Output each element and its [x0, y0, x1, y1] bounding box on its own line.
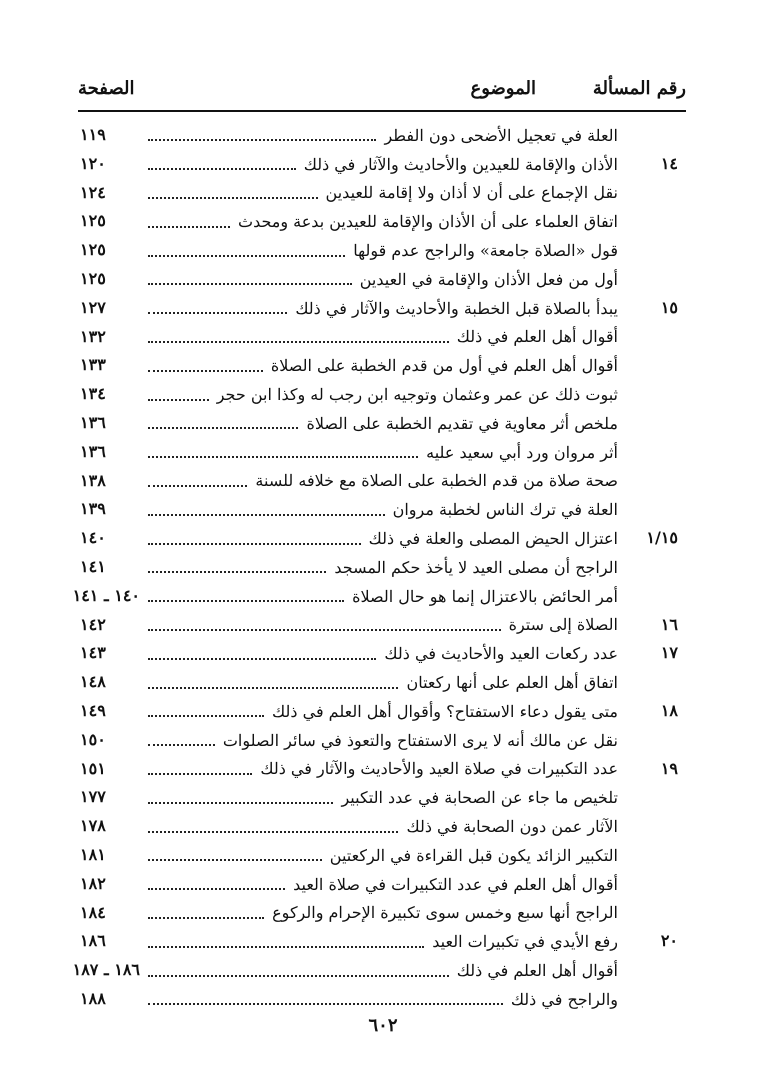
topic-cell — [140, 985, 618, 1014]
dot-leader — [148, 427, 298, 429]
topic-cell — [140, 323, 618, 352]
dot-leader — [148, 658, 376, 660]
topic-text: متى يقول دعاء الاستفتاح؟ وأقوال أهل العلم في ذلك — [272, 701, 618, 721]
topic-cell — [140, 783, 618, 812]
page-reference: ١٢٥ — [80, 211, 106, 231]
dot-leader — [148, 514, 385, 516]
dot-leader — [148, 485, 247, 487]
topic-text: العلة في ترك الناس لخطبة مروان — [392, 500, 618, 520]
dot-leader — [148, 543, 361, 545]
topic-cell — [140, 294, 618, 323]
issue-number: ١/١٥ — [646, 528, 678, 548]
page-reference: ١٨٦ ـ ١٨٧ — [72, 960, 140, 980]
topic-cell — [140, 726, 618, 755]
topic-cell — [140, 467, 618, 496]
dot-leader — [148, 399, 209, 401]
header-topic: الموضوع — [470, 78, 536, 99]
topic-cell — [140, 841, 618, 870]
dot-leader — [148, 831, 398, 833]
index-row — [78, 150, 686, 179]
index-row — [72, 956, 686, 985]
page-reference: ١١٩ — [80, 125, 106, 144]
topic-cell — [140, 265, 618, 294]
topic-text: رفع الأيدي في تكبيرات العيد — [432, 932, 618, 952]
index-row — [78, 121, 686, 150]
topic-cell — [140, 351, 618, 380]
index-row — [78, 870, 686, 899]
topic-text: التكبير الزائد يكون قبل القراءة في الركعتين — [329, 845, 618, 865]
index-row — [78, 755, 686, 784]
topic-text: والراجح في ذلك — [510, 989, 618, 1009]
topic-cell — [140, 179, 618, 208]
topic-text: اعتزال الحيض المصلى والعلة في ذلك — [368, 529, 618, 549]
dot-leader — [148, 600, 344, 602]
index-row — [78, 351, 686, 380]
index-row — [78, 323, 686, 352]
dot-leader — [148, 946, 424, 948]
page-reference: ١٣٣ — [80, 355, 106, 375]
topic-text: الراجح أن مصلى العيد لا يأخذ حكم المسجد — [334, 557, 618, 577]
topic-cell — [140, 524, 618, 553]
page-reference: ١٨٤ — [80, 902, 106, 922]
page-reference: ١٤٣ — [80, 643, 106, 663]
dot-leader — [148, 571, 326, 573]
topic-cell — [140, 668, 618, 697]
page-reference: ١٤٠ — [80, 528, 106, 548]
topic-text: أقوال أهل العلم في ذلك — [456, 327, 618, 347]
topic-text: ثبوت ذلك عن عمر وعثمان وتوجيه ابن رجب له وكذا ابن حجر — [216, 385, 618, 405]
index-row — [78, 985, 686, 1014]
topic-cell — [140, 639, 618, 668]
topic-cell — [140, 956, 618, 985]
page-reference: ١٣٦ — [80, 441, 106, 461]
dot-leader — [148, 283, 352, 285]
page-reference: ١٢٥ — [80, 240, 106, 260]
topic-text: اتفاق العلماء على أن الأذان والإقامة للعيدين بدعة ومحدث — [238, 212, 618, 232]
topic-text: نقل الإجماع على أن لا أذان ولا إقامة للعيدين — [325, 183, 618, 203]
topic-cell — [140, 870, 618, 899]
index-row — [78, 380, 686, 409]
topic-text: أمر الحائض بالاعتزال إنما هو حال الصلاة — [352, 586, 618, 606]
topic-cell — [140, 582, 618, 611]
issue-number: ١٩ — [660, 758, 678, 778]
topic-cell — [140, 553, 618, 582]
dot-leader — [148, 859, 322, 861]
topic-text: أقوال أهل العلم في عدد التكبيرات في صلاة العيد — [293, 874, 618, 894]
dot-leader — [148, 744, 215, 746]
dot-leader — [148, 168, 296, 170]
topic-cell — [140, 697, 618, 726]
dot-leader — [148, 975, 449, 977]
index-row — [78, 639, 686, 668]
dot-leader — [148, 370, 263, 372]
page-reference: ١٤٠ ـ ١٤١ — [72, 585, 140, 605]
dot-leader — [148, 456, 418, 458]
issue-number: ١٦ — [660, 614, 678, 634]
topic-cell — [140, 755, 618, 784]
topic-text: عدد التكبيرات في صلاة العيد والأحاديث والآثار في ذلك — [260, 759, 618, 779]
index-row — [78, 495, 686, 524]
topic-cell — [140, 236, 618, 265]
index-row — [78, 611, 686, 640]
dot-leader — [148, 802, 333, 804]
index-row — [78, 207, 686, 236]
topic-text: أثر مروان ورد أبي سعيد عليه — [426, 442, 618, 462]
dot-leader — [148, 629, 501, 631]
page-reference: ١٢٧ — [80, 297, 106, 317]
issue-number: ١٥ — [660, 297, 678, 317]
page-reference: ١٢٥ — [80, 268, 106, 288]
topic-text: قول «الصلاة جامعة» والراجح عدم قولها — [353, 241, 618, 261]
topic-cell — [140, 438, 618, 467]
index-row — [78, 783, 686, 812]
page-reference: ١٢٤ — [80, 182, 106, 202]
topic-cell — [140, 121, 618, 150]
topic-text: ملخص أثر معاوية في تقديم الخطبة على الصلاة — [306, 413, 618, 433]
index-row — [78, 294, 686, 323]
topic-text: صحة صلاة من قدم الخطبة على الصلاة مع خلافه للسنة — [255, 471, 618, 491]
index-row — [78, 697, 686, 726]
dot-leader — [148, 715, 264, 717]
page-reference: ١٥١ — [80, 758, 106, 778]
topic-text: العلة في تعجيل الأضحى دون الفطر — [384, 125, 618, 145]
issue-number: ١٤ — [660, 153, 678, 173]
index-table — [72, 121, 686, 1014]
page-reference: ١٨٢ — [80, 873, 106, 893]
dot-leader — [148, 312, 287, 314]
page-reference: ١٨١ — [80, 844, 106, 864]
topic-text: أول من فعل الأذان والإقامة في العيدين — [359, 269, 618, 289]
page-reference: ١٤١ — [80, 556, 106, 576]
index-row — [78, 668, 686, 697]
topic-cell — [140, 927, 618, 956]
index-row — [78, 236, 686, 265]
dot-leader — [148, 687, 398, 689]
topic-cell — [140, 380, 618, 409]
page-reference: ١٣٩ — [80, 499, 106, 519]
topic-text: أقوال أهل العلم في أول من قدم الخطبة على الصلاة — [270, 356, 618, 376]
page-reference: ١٧٨ — [80, 816, 106, 836]
page-number: ٦٠٢ — [368, 1015, 398, 1036]
dot-leader — [148, 917, 264, 919]
index-row — [78, 899, 686, 928]
topic-text: أقوال أهل العلم في ذلك — [456, 961, 618, 980]
dot-leader — [148, 255, 345, 257]
index-row — [78, 927, 686, 956]
header-issue-number: رقم المسألة — [592, 78, 686, 99]
topic-cell — [140, 207, 618, 236]
topic-text: نقل عن مالك أنه لا يرى الاستفتاح والتعوذ في سائر الصلوات — [222, 730, 618, 750]
index-row — [78, 841, 686, 870]
dot-leader — [148, 773, 252, 775]
topic-text: تلخيص ما جاء عن الصحابة في عدد التكبير — [341, 788, 618, 808]
index-row — [78, 524, 686, 553]
issue-number: ١٨ — [660, 700, 678, 720]
page-reference: ١٣٢ — [80, 326, 106, 346]
topic-text: الصلاة إلى سترة — [508, 615, 618, 635]
page-reference: ١٢٠ — [80, 153, 106, 173]
topic-text: يبدأ بالصلاة قبل الخطبة والأحاديث والآثار في ذلك — [295, 298, 618, 318]
page-reference: ١٤٨ — [80, 672, 106, 692]
index-row — [78, 265, 686, 294]
dot-leader — [148, 341, 449, 343]
page-reference: ١٨٨ — [80, 988, 106, 1008]
topic-text: اتفاق أهل العلم على أنها ركعتان — [406, 673, 618, 693]
dot-leader — [148, 1003, 503, 1005]
header-page: الصفحة — [78, 78, 135, 99]
page-reference: ١٧٧ — [80, 787, 106, 807]
topic-cell — [140, 409, 618, 438]
index-row — [72, 582, 686, 611]
issue-number: ١٧ — [660, 643, 678, 663]
page-reference: ١٥٠ — [80, 729, 106, 749]
topic-cell — [140, 812, 618, 841]
page-reference: ١٨٦ — [80, 931, 106, 951]
index-row — [78, 553, 686, 582]
index-row — [78, 409, 686, 438]
index-row — [78, 438, 686, 467]
topic-text: عدد ركعات العيد والأحاديث في ذلك — [384, 644, 618, 664]
dot-leader — [148, 226, 230, 228]
index-row — [78, 726, 686, 755]
page-reference: ١٤٩ — [80, 700, 106, 720]
topic-text: الأذان والإقامة للعيدين والأحاديث والآثار في ذلك — [303, 154, 618, 174]
page-reference: ١٣٨ — [80, 470, 106, 490]
topic-cell — [140, 495, 618, 524]
topic-text: الآثار عمن دون الصحابة في ذلك — [406, 817, 618, 837]
table-header — [78, 76, 686, 106]
index-row — [78, 812, 686, 841]
page-reference: ١٣٤ — [80, 384, 106, 404]
page-reference: ١٣٦ — [80, 412, 106, 432]
page-reference: ١٤٢ — [80, 614, 106, 634]
header-divider — [78, 110, 686, 112]
topic-text: الراجح أنها سبع وخمس سوى تكبيرة الإحرام والركوع — [272, 903, 618, 923]
dot-leader — [148, 139, 376, 141]
dot-leader — [148, 197, 318, 199]
index-row — [78, 179, 686, 208]
index-row — [78, 467, 686, 496]
topic-cell — [140, 150, 618, 179]
issue-number: ٢٠ — [660, 931, 678, 951]
dot-leader — [148, 888, 285, 890]
topic-cell — [140, 899, 618, 928]
topic-cell — [140, 611, 618, 640]
